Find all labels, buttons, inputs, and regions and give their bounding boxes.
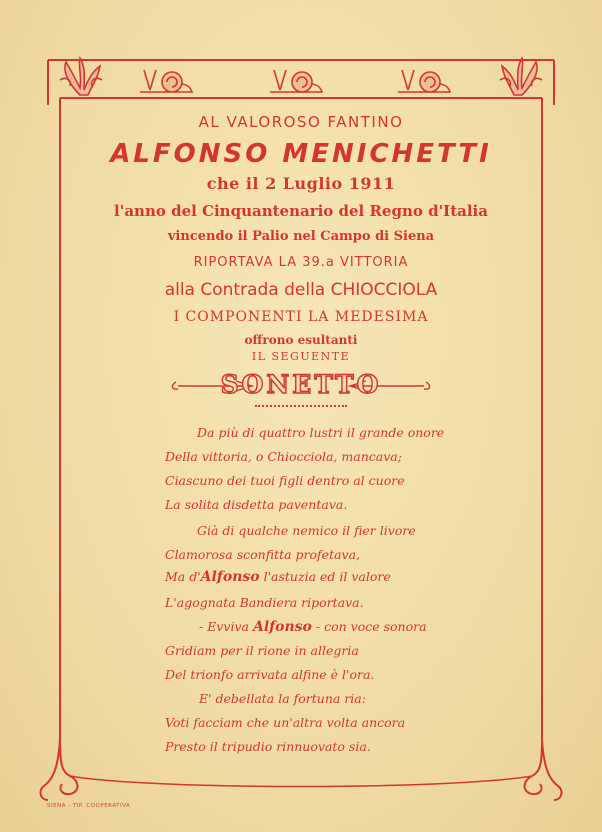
verse-line: Già di qualche nemico il fier livore — [197, 523, 416, 538]
printer-imprint: SIENA - TIP. COOPERATIVA — [47, 803, 131, 809]
date-line: che il 2 Luglio 1911 — [206, 174, 396, 193]
frame-bottom-curve — [70, 776, 532, 787]
verse-line — [199, 620, 427, 634]
verse-line: Del trionfo arrivata alfine è l'ora. — [165, 667, 375, 682]
following-line: IL SEGUENTE — [251, 350, 351, 363]
sonetto-underline — [255, 405, 347, 407]
snail-center-icon — [270, 70, 322, 92]
frame-bottom-left-curl — [60, 740, 78, 794]
verse-line: E' debellata la fortuna ria: — [199, 691, 366, 706]
offer-line: offrono esultanti — [244, 333, 358, 347]
palmette-left-icon — [60, 58, 102, 95]
verse-line: Clamorosa sconfitta profetava, — [165, 547, 361, 562]
verse-line: Della vittoria, o Chiocciola, mancava; — [165, 449, 402, 464]
palio-line: vincendo il Palio nel Campo di Siena — [167, 229, 435, 244]
components-line: I COMPONENTI LA MEDESIMA — [173, 309, 429, 325]
verse-prefix: Ma d' — [165, 569, 201, 584]
anniversary-line: l'anno del Cinquantenario del Regno d'Italia — [114, 202, 488, 220]
sonetto-title-row — [60, 370, 542, 404]
verse-rest: - con voce sonora — [315, 619, 427, 634]
verse-line: Presto il tripudio rinnuovato sia. — [165, 739, 371, 754]
verse-emphasis-name: Alfonso — [252, 619, 312, 635]
snail-left-icon — [140, 70, 192, 92]
verse-line: L'agognata Bandiera riportava. — [165, 595, 364, 610]
verse-rest: l'astuzia ed il valore — [263, 569, 391, 584]
snail-right-icon — [398, 70, 450, 92]
jockey-name: ALFONSO MENICHETTI — [110, 139, 492, 169]
verse-prefix: - Evviva — [199, 619, 249, 634]
palmette-right-icon — [500, 58, 542, 95]
contrada-line: alla Contrada della CHIOCCIOLA — [164, 280, 438, 300]
verse-line: Da più di quattro lustri il grande onore — [197, 425, 445, 440]
verse-line — [165, 570, 391, 584]
verse-line: Gridiam per il rione in allegria — [165, 643, 359, 658]
verse-emphasis-name: Alfonso — [200, 569, 260, 585]
victory-line: RIPORTAVA LA 39.a VITTORIA — [193, 255, 409, 270]
verse-line: Ciascuno dei tuoi figli dentro al cuore — [165, 473, 405, 488]
verse-line: La solita disdetta paventava. — [165, 497, 348, 512]
dedication-line: AL VALOROSO FANTINO — [198, 113, 404, 131]
sonetto-title: SONETTO — [220, 370, 382, 399]
frame-bottom-right-curl — [525, 740, 543, 794]
verse-line: Voti facciam che un'altra volta ancora — [165, 715, 406, 730]
